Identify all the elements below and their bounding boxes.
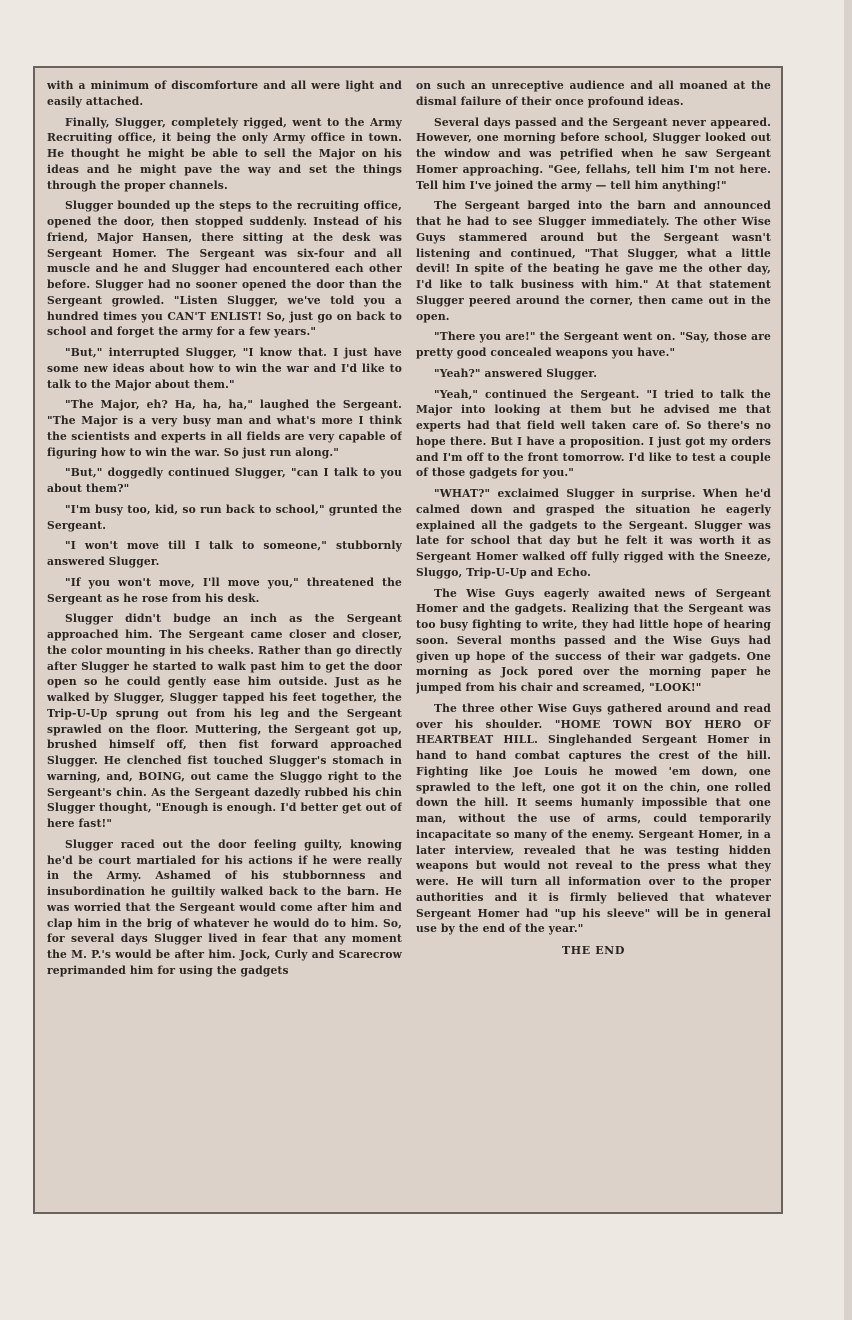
paragraph: "The Major, eh? Ha, ha, ha," laughed the Sergeant. "The Major is a very busy man and what's more I think the scientists and experts in all fields are very capable of figuring how to win the war. So just run along." (47, 398, 402, 459)
right-column (416, 78, 771, 1204)
paragraph: Slugger didn't budge an inch as the Sergeant approached him. The Sergeant came closer and closer, the color mounting in his cheeks. Rather than go directly after Slugger he started to walk past him to get the door open so he could gently ease him outside. Just as he walked by Slugger, Slugger tapped his feet together, the Trip-U-Up sprung out from his leg and the Sergeant sprawled on the floor. Muttering, the Sergeant got up, brushed himself off, then fist forward approached Slugger. He clenched fist touched Slugger's stomach in warning, and, BOING, out came the Sluggo right to the Sergeant's chin. As the Sergeant dazedly rubbed his chin Slugger thought, "Enough is enough. I'd better get out of here fast!" (47, 612, 402, 830)
paragraph: "If you won't move, I'll move you," threatened the Sergeant as he rose from his desk. (47, 575, 402, 605)
paragraph: "I'm busy too, kid, so run back to school," grunted the Sergeant. (47, 502, 402, 532)
paragraph: Slugger bounded up the steps to the recruiting office, opened the door, then stopped suddenly. Instead of his friend, Major Hansen, there sitting at the desk was Sergeant Homer. The Sergeant was six-four and all muscle and he and Slugger had encountered each other before. Slugger had no sooner opened the door than the Sergeant growled. "Listen Slugger, we've told you a hundred times you CAN'T ENLIST! So, just go on back to school and forget the army for a few years." (47, 199, 402, 339)
paragraph: "Yeah," continued the Sergeant. "I tried to talk the Major into looking at them but he advised me that experts had that field well taken care of. So there's no hope there. But I have a proposition. I just got my orders and I'm off to the front tomorrow. I'd like to test a couple of those gadgets for you." (416, 387, 771, 480)
paragraph: "I won't move till I talk to someone," stubbornly answered Slugger. (47, 539, 402, 568)
paragraph: "But," doggedly continued Slugger, "can I talk to you about them?" (47, 466, 402, 495)
paragraph: "WHAT?" exclaimed Slugger in surprise. When he'd calmed down and grasped the situation he eagerly explained all the gadgets to the Sergeant. Slugger was late for school that day but he felt it was worth it as Sergeant Homer walked off fully rigged with the Sneeze, Sluggo, Trip-U-Up and Echo. (416, 487, 771, 579)
paragraph: "There you are!" the Sergeant went on. "Say, those are pretty good concealed weapons you have." (416, 330, 771, 359)
paragraph: Several days passed and the Sergeant never appeared. However, one morning before school, Slugger looked out the window and was petrified when he saw Sergeant Homer approaching. "Gee, fellahs, tell him I'm not here. Tell him I've joined the army — tell him anything!" (416, 115, 771, 192)
paragraph: Finally, Slugger, completely rigged, went to the Army Recruiting office, it being the only Army office in town. He thought he might be able to sell the Major on his ideas and he might pave the way and set the things through the proper channels. (47, 115, 402, 192)
story-text-block (33, 66, 783, 1214)
page-edge (844, 0, 852, 1320)
left-column (47, 78, 402, 1204)
paragraph: "But," interrupted Slugger, "I know that. I just have some new ideas about how to win the war and I'd like to talk to the Major about them." (47, 346, 402, 391)
paragraph: on such an unreceptive audience and all moaned at the dismal failure of their once profound ideas. (416, 79, 771, 108)
the-end-label: THE END (562, 944, 625, 957)
paragraph: "Yeah?" answered Slugger. (434, 366, 598, 380)
paragraph: The three other Wise Guys gathered around and read over his shoulder. "HOME TOWN BOY HERO OF HEARTBEAT HILL. Singlehanded Sergeant Homer in hand to hand combat captures the crest of the hill. Fighting like Joe Louis he mowed 'em down, one sprawled to the left, one got it on the chin, one rolled down the hill. It seems humanly impossible that one man, without the use of arms, could temporarily incapacitate so many of the enemy. Sergeant Homer, in a later interview, revealed that he was testing hidden weapons but would not reveal to the press what they were. He will turn all information over to the proper authorities and it is firmly believed that whatever Sergeant Homer had "up his sleeve" will be in general use by the end of the year." (416, 701, 771, 936)
paragraph: with a minimum of discomforture and all were light and easily attached. (47, 79, 402, 108)
paragraph: The Sergeant barged into the barn and announced that he had to see Slugger immediately. The other Wise Guys stammered around but the Sergeant wasn't listening and continued, "That Slugger, what a little devil! In spite of the beating he gave me the other day, I'd like to talk business with him." At that statement Slugger peered around the corner, then came out in the open. (416, 199, 771, 323)
paragraph: Slugger raced out the door feeling guilty, knowing he'd be court martialed for his actions if he were really in the Army. Ashamed of his stubbornness and insubordination he guiltily walked back to the barn. He was worried that the Sergeant would come after him and clap him in the brig of whatever he would do to him. So, for several days Slugger lived in fear that any moment the M. P.'s would be after him. Jock, Curly and Scarecrow reprimanded him for using the gadgets (47, 837, 402, 977)
paragraph: The Wise Guys eagerly awaited news of Sergeant Homer and the gadgets. Realizing that the Sergeant was too busy fighting to write, they had little hope of hearing soon. Several months passed and the Wise Guys had given up hope of the success of their war gadgets. One morning as Jock pored over the morning paper he jumped from his chair and screamed, "LOOK!" (416, 586, 771, 694)
